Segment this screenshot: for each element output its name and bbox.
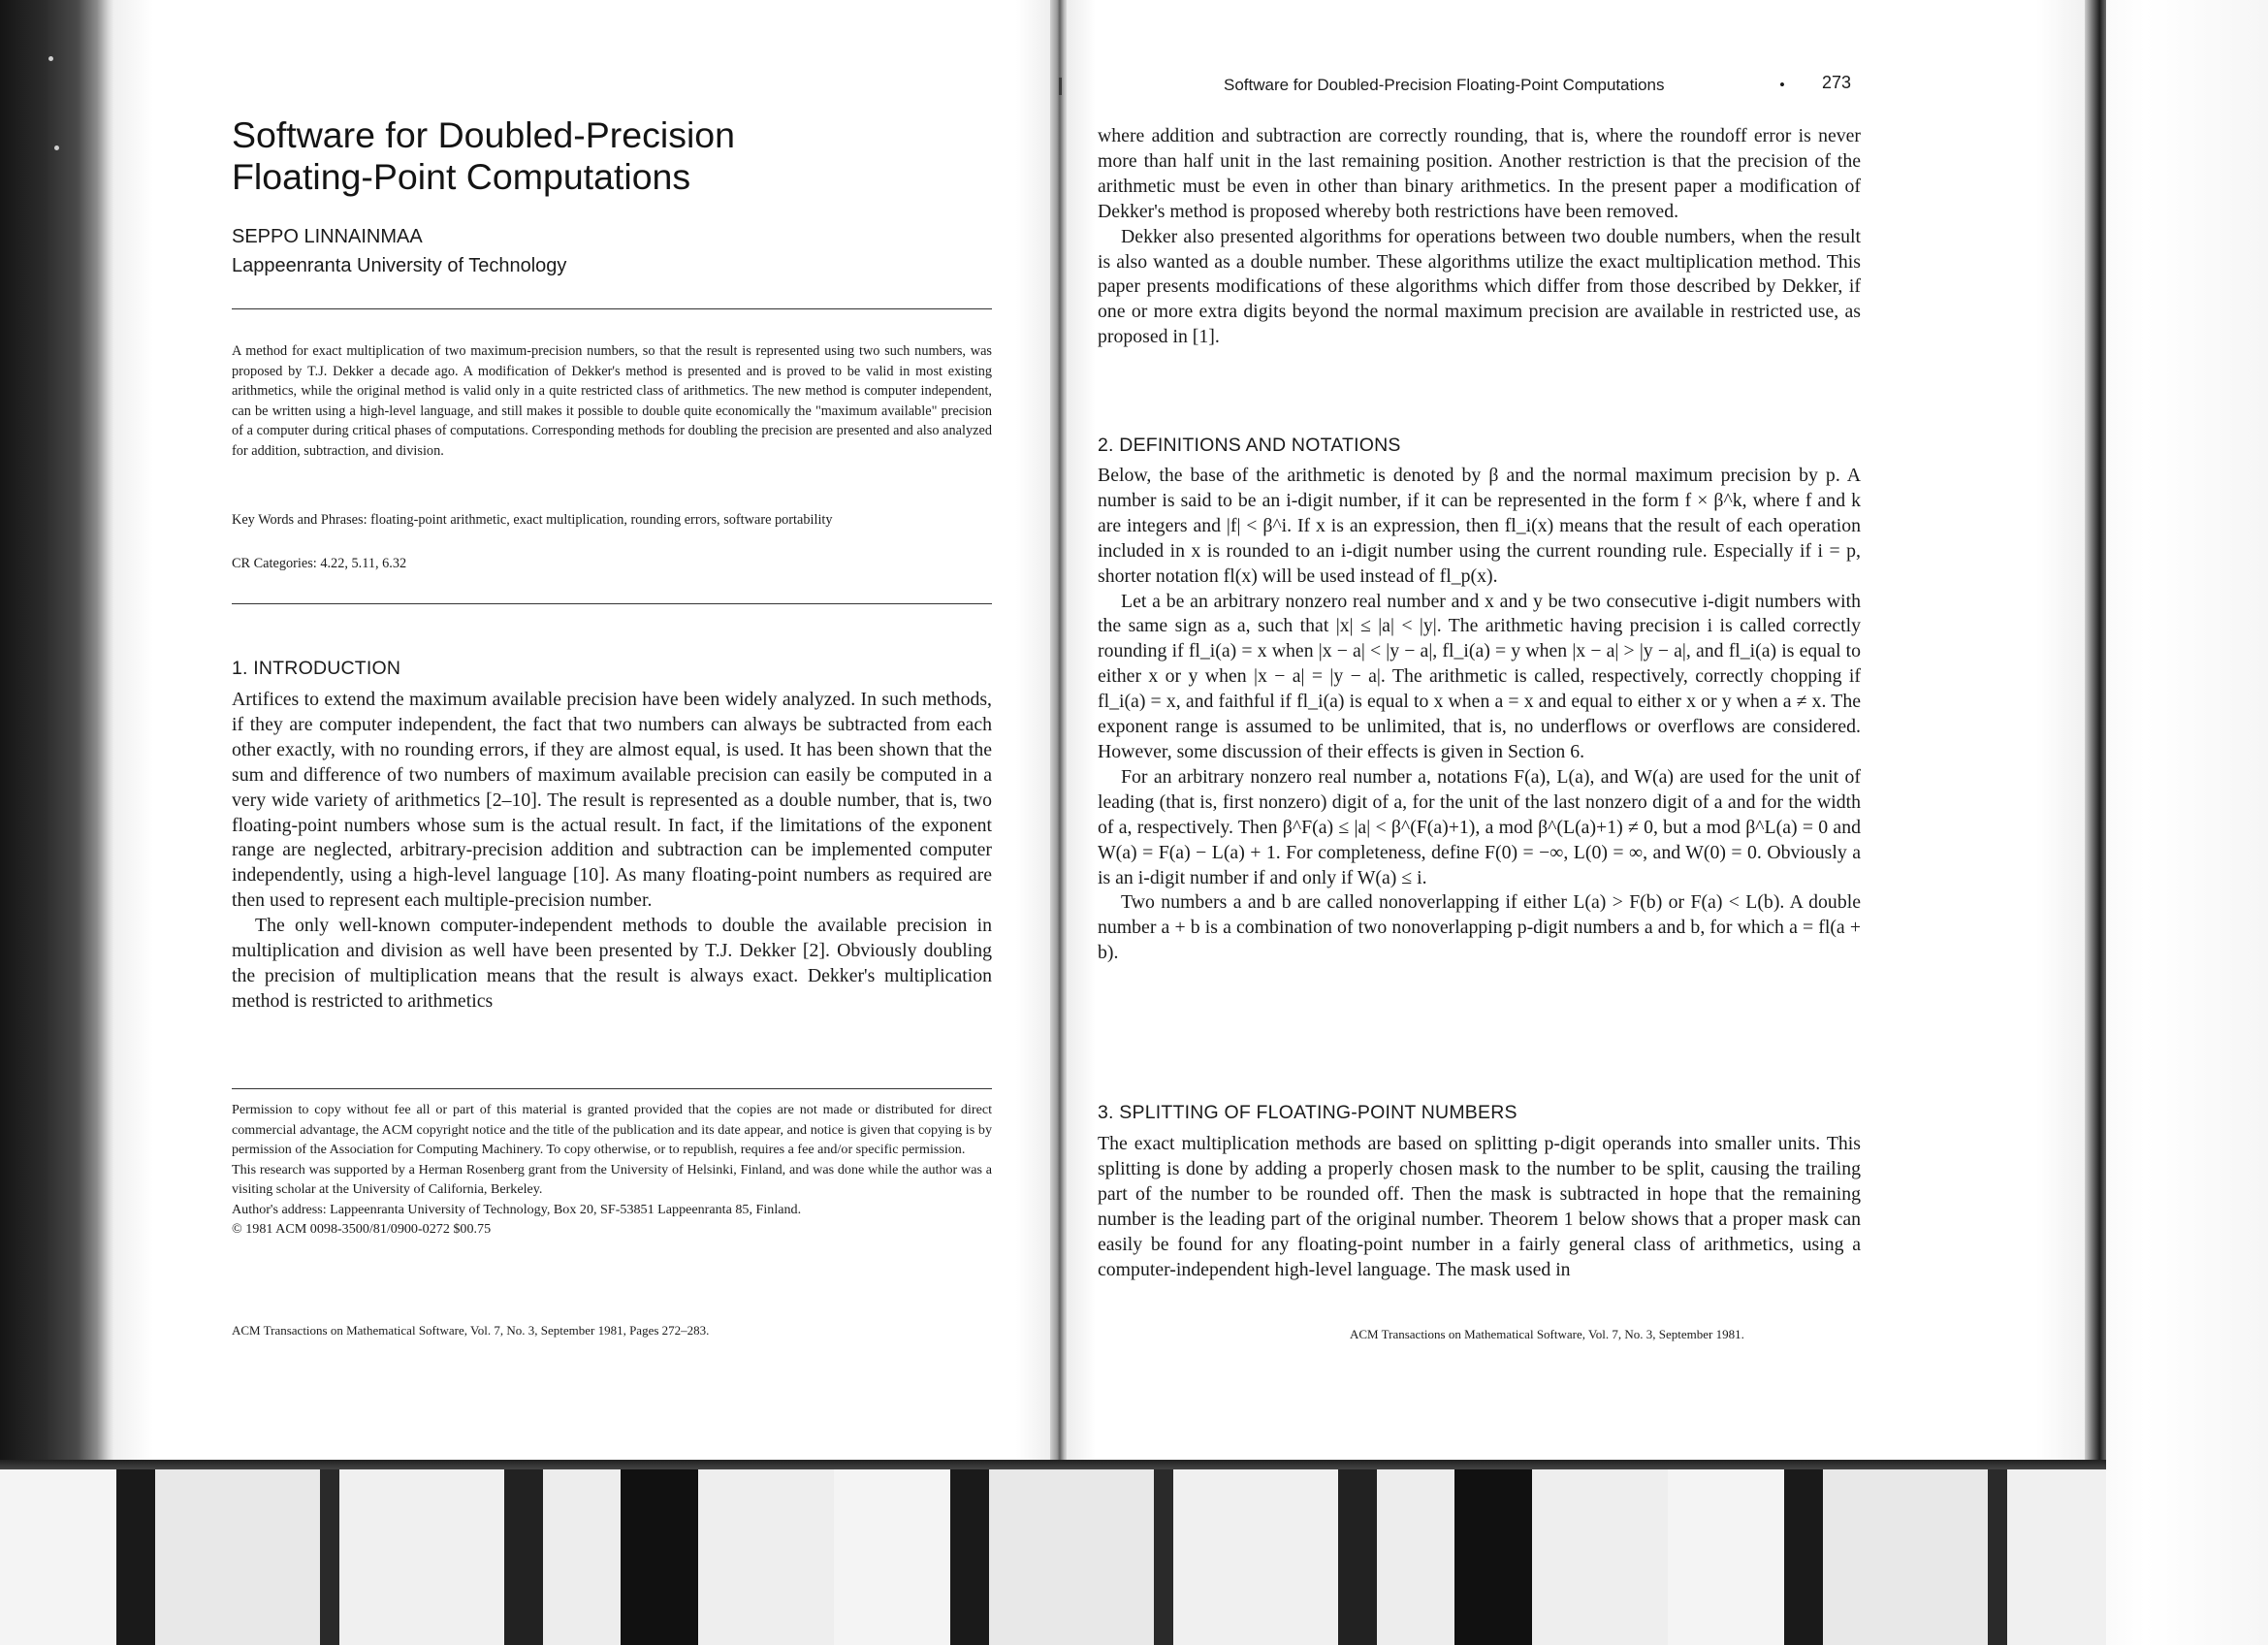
page-stack-edge bbox=[0, 1469, 2106, 1645]
author-affiliation: Lappeenranta University of Technology bbox=[232, 255, 567, 276]
page-number: 273 bbox=[1822, 73, 1852, 92]
section-1-body bbox=[232, 688, 992, 1015]
abstract-bottom-rule bbox=[232, 603, 992, 604]
article-title-line-1: Software for Doubled-Precision bbox=[232, 114, 735, 155]
section-2-paragraph-4: Two numbers a and b are called nonoverlapping if either L(a) > F(b) or F(a) < L(b). A double number a + b is a combination of two nonoverlapping p-digit numbers a and b, for which a = fl(a + b). bbox=[1098, 891, 1861, 964]
section-2-heading: 2. DEFINITIONS AND NOTATIONS bbox=[1098, 435, 1401, 456]
article-title bbox=[232, 114, 1007, 198]
scan-dust-dot bbox=[48, 56, 53, 61]
abstract: A method for exact multiplication of two maximum-precision numbers, so that the result is represented using two such numbers, was proposed by T.J. Dekker a decade ago. A modification of Dekker's method is presented and is proved to be valid in most existing arithmetics, while the original method is valid only in a quite restricted class of arithmetics. The new method is computer independent, can be written using a high-level language, and still makes it possible to double quite economically the "maximum available" precision of a computer during critical phases of computations. Corresponding methods for doubling the precision are presented and also analyzed for addition, subtraction, and division. bbox=[232, 343, 992, 459]
right-journal-footer: ACM Transactions on Mathematical Software, Vol. 7, No. 3, September 1981. bbox=[1350, 1327, 1744, 1341]
footnote-research: This research was supported by a Herman Rosenberg grant from the University of Helsinki, Finland, and was done while the author was a visiting scholar at the University of California, Berkeley. bbox=[232, 1161, 992, 1197]
abstract-top-rule bbox=[232, 308, 992, 309]
section-2-paragraph-1: Below, the base of the arithmetic is denoted by β and the normal maximum precision by p. A number is said to be an i-digit number, if it can be represented in the form f × β^k, where f and k are integers and |f| < β^i. If x is an expression, then fl_i(x) means that the result of each operation included in x is rounded to an i-digit number using the current rounding rule. Especially if i = p, shorter notation fl(x) will be used instead of fl_p(x). bbox=[1098, 465, 1861, 587]
section-1-paragraph-2: The only well-known computer-independent methods to double the available precision in multiplication and division as well have been presented by T.J. Dekker [2]. Obviously doubling the precision of multiplication means that the result is always exact. Dekker's multiplication method is restricted to arithmetics bbox=[232, 915, 992, 1012]
footnote-copyright: © 1981 ACM 0098-3500/81/0900-0272 $00.75 bbox=[232, 1221, 492, 1237]
footnote-permission: Permission to copy without fee all or part of this material is granted provided that the copies are not made or distributed for direct commercial advantage, the ACM copyright notice and the title of the publication and its date appear, and notice is given that copying is by permission of the Association for Computing Machinery. To copy otherwise, or to republish, requires a fee and/or specific permission. bbox=[232, 1102, 992, 1157]
continued-paragraph: where addition and subtraction are correctly rounding, that is, where the roundoff error is never more than half unit in the last remaining position. Another restriction is that the precision of the arithmetic must be even in other than binary arithmetics. In the present paper a modification of Dekker's method is proposed whereby both restrictions have been removed. bbox=[1098, 125, 1861, 222]
left-journal-footer: ACM Transactions on Mathematical Software, Vol. 7, No. 3, September 1981, Pages 272–283. bbox=[232, 1323, 710, 1338]
section-1-paragraph-1: Artifices to extend the maximum available precision have been widely analyzed. In such methods, if they are computer independent, the fact that two numbers can always be subtracted from each other exactly, with no rounding errors, if they are almost equal, is used. It has been shown that the sum and difference of two numbers of maximum available precision can easily be computed in a very wide variety of arithmetics [2–10]. The result is represented as a double number, that is, two floating-point numbers whose sum is the actual result. In fact, if the limitations of the exponent range are neglected, arbitrary-precision addition and subtraction can be implemented computer independently, using a high-level language [10]. As many floating-point numbers as required are then used to represent each multiple-precision number. bbox=[232, 689, 992, 912]
section-3-body bbox=[1098, 1132, 1861, 1282]
article-title-line-2: Floating-Point Computations bbox=[232, 156, 691, 197]
left-binding-shadow bbox=[0, 0, 114, 1465]
section-2-body bbox=[1098, 464, 1861, 966]
book-spine bbox=[1050, 0, 1068, 1474]
footnote-address: Author's address: Lappeenranta University of Technology, Box 20, SF-53851 Lappeenranta 85, Finland. bbox=[232, 1201, 802, 1217]
running-head: Software for Doubled-Precision Floating-Point Computations bbox=[1224, 76, 1665, 94]
spine-mark bbox=[1059, 78, 1062, 95]
footnote-rule bbox=[232, 1088, 992, 1089]
author-name: SEPPO LINNAINMAA bbox=[232, 226, 423, 247]
scanner-background bbox=[2106, 0, 2268, 1645]
section-1-heading: 1. INTRODUCTION bbox=[232, 658, 401, 679]
running-head-bullet: • bbox=[1779, 76, 1785, 94]
section-3-paragraph-1: The exact multiplication methods are based on splitting p-digit operands into smaller units. This splitting is done by adding a properly chosen mask to the number to be split, causing the trailing part of the number to be rounded off. Then the mask is subtracted in hope that the remaining number is the leading part of the original number. Theorem 1 below shows that a proper mask can easily be found for any floating-point number in a fairly general class of arithmetics, using a computer-independent high-level language. The mask used in bbox=[1098, 1133, 1861, 1280]
section-2-paragraph-2: Let a be an arbitrary nonzero real number and x and y be two consecutive i-digit numbers with the same sign as a, such that |x| ≤ |a| < |y|. The arithmetic having precision i is called correctly rounding if fl_i(a) = x when |x − a| < |y − a|, fl_i(a) = y when |x − a| > |y − a|, and fl_i(a) is equal to either x or y when |x − a| = |y − a|. The arithmetic is called, respectively, correctly chopping if fl_i(a) = x, and faithful if fl_i(a) is equal to x when a = x and equal to either x or y when a ≠ x. The exponent range is assumed to be unlimited, that is, no underflows or overflows are considered. However, some discussion of their effects is given in Section 6. bbox=[1098, 590, 1861, 762]
scan-dust-dot bbox=[54, 145, 59, 150]
section-2-paragraph-3: For an arbitrary nonzero real number a, notations F(a), L(a), and W(a) are used for the unit of leading (that is, first nonzero) digit of a, for the unit of the last nonzero digit of a and for the width of a, respectively. Then β^F(a) ≤ |a| < β^(F(a)+1), a mod β^(L(a)+1) ≠ 0, but a mod β^L(a) = 0 and W(a) = F(a) − L(a) + 1. For completeness, define F(0) = −∞, L(0) = ∞, and W(0) = 0. Obviously a is an i-digit number if and only if W(a) ≤ i. bbox=[1098, 765, 1861, 888]
footnotes bbox=[232, 1100, 992, 1240]
cr-categories: CR Categories: 4.22, 5.11, 6.32 bbox=[232, 556, 407, 571]
dekker-paragraph: Dekker also presented algorithms for operations between two double numbers, when the result is also wanted as a double number. These algorithms utilize the exact multiplication method. This paper presents modifications of these algorithms which differ from those described by Dekker, if one or more extra digits beyond the normal maximum precision are available in restricted use, as proposed in [1]. bbox=[1098, 225, 1861, 348]
key-words: Key Words and Phrases: floating-point arithmetic, exact multiplication, rounding errors, software portability bbox=[232, 512, 833, 528]
section-3-heading: 3. SPLITTING OF FLOATING-POINT NUMBERS bbox=[1098, 1102, 1517, 1123]
right-page-intro-body bbox=[1098, 124, 1861, 350]
right-page-edge-shadow bbox=[2085, 0, 2106, 1494]
